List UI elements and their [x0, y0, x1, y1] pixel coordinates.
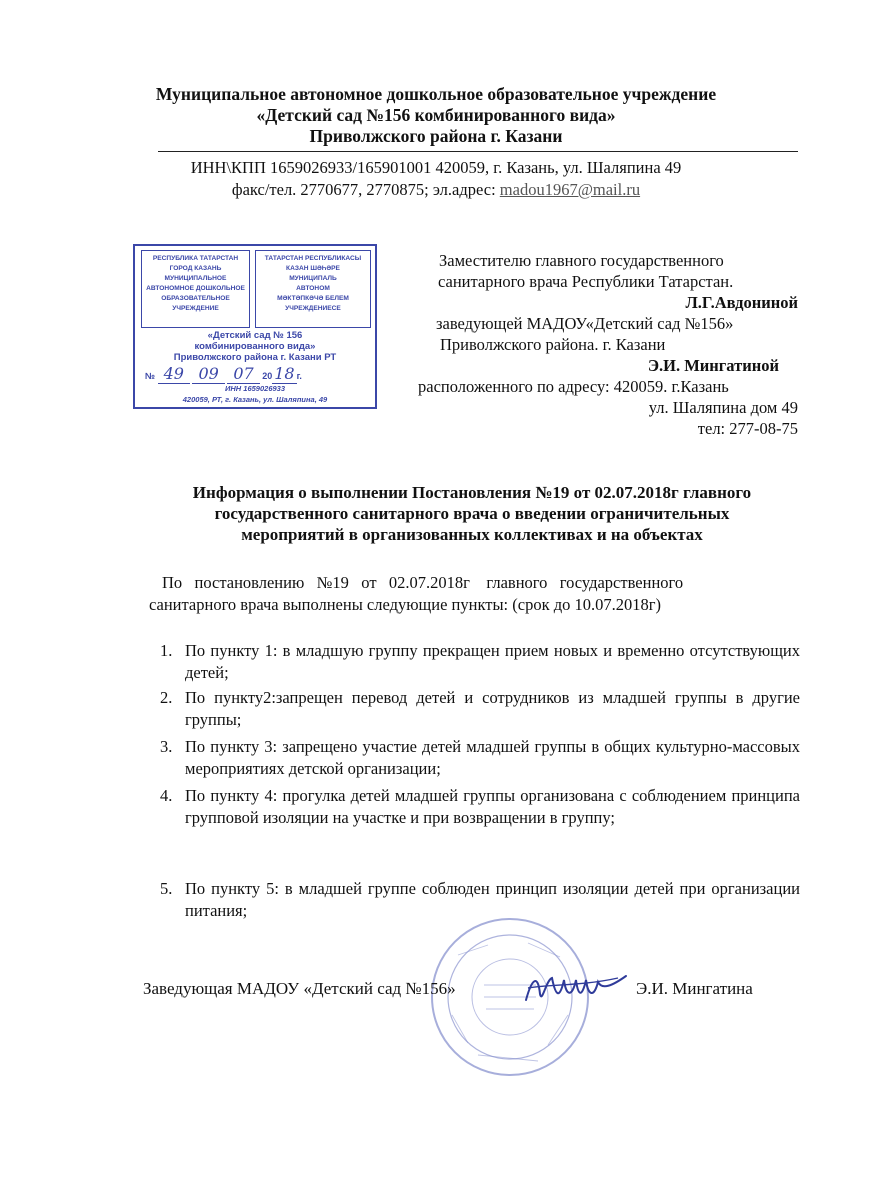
document-title-line3: мероприятий в организованных коллективах и на объектах	[241, 525, 703, 544]
list-item-number: 2.	[160, 688, 173, 707]
fax-line	[0, 179, 872, 200]
sender-phone: тел: 277-08-75	[697, 419, 798, 438]
stamp-name-line1: «Детский сад № 156	[207, 330, 303, 341]
date-day: 49	[158, 364, 190, 384]
list-item-text: По пункту2:запрещен перевод детей и сотрудников из младшей группы в другие группы;	[185, 688, 800, 729]
stamp-left-line: ГОРОД КАЗАНЬ	[169, 265, 222, 272]
signature-name: Э.И. Мингатина	[636, 979, 753, 998]
stamp-right-line: УЧРЕЖДЕНИЕСЕ	[285, 305, 341, 312]
list-item-number: 4.	[160, 786, 173, 805]
date-number: 07	[227, 364, 259, 384]
document-title-line2: государственного санитарного врача о введении ограничительных	[214, 504, 730, 523]
email-link[interactable]: madou1967@mail.ru	[499, 180, 641, 199]
list-item	[160, 736, 800, 779]
stamp-right-block	[255, 250, 371, 328]
year-prefix: 20	[262, 371, 273, 381]
date-month: 09	[192, 364, 224, 384]
org-name-line2: «Детский сад №156 комбинированного вида»	[256, 105, 616, 125]
addressee-line1: Заместителю главного государственного	[439, 251, 724, 270]
org-name-line3: Приволжского района г. Казани	[309, 126, 563, 146]
sender-street: ул. Шаляпина дом 49	[648, 398, 798, 417]
inn-line: ИНН\КПП 1659026933/165901001 420059, г. Казань, ул. Шаляпина 49	[190, 158, 682, 177]
intro-line2: санитарного врача выполнены следующие пункты: (срок до 10.07.2018г)	[149, 595, 661, 614]
list-item-text: По пункту 3: запрещено участие детей младшей группы в общих культурно-массовых мероприятиях детской организации;	[185, 737, 800, 778]
fax-text: факс/тел. 2770677, 2770875; эл.адрес:	[231, 180, 500, 199]
stamp-right-line: АВТОНОМ	[296, 285, 330, 292]
stamp-right-line: МӘКТӘПКӘЧӘ БЕЛЕМ	[277, 295, 349, 302]
header-divider	[158, 151, 798, 152]
sender-line1: заведующей МАДОУ«Детский сад №156»	[436, 314, 734, 333]
stamp-right-line: КАЗАН ШӘҺӘРЕ	[286, 265, 340, 272]
sender-address: расположенного по адресу: 420059. г.Казань	[418, 377, 729, 396]
stamp-left-block	[141, 250, 250, 328]
stamp-left-line: МУНИЦИПАЛЬНОЕ	[164, 275, 227, 282]
year-end: г.	[296, 371, 302, 381]
stamp-inn: ИНН 1659026933	[224, 384, 286, 393]
list-item	[160, 687, 800, 730]
list-item	[160, 640, 800, 683]
addressee-line2: санитарного врача Республики Татарстан.	[438, 272, 734, 291]
sender-line2: Приволжского района. г. Казани	[440, 335, 666, 354]
addressee-name: Л.Г.Авдониной	[685, 293, 798, 312]
stamp-name-line2: комбинированного вида»	[194, 341, 316, 352]
document-title-line1: Информация о выполнении Постановления №19 от 02.07.2018г главного	[192, 483, 752, 502]
stamp-address: 420059, РТ, г. Казань, ул. Шаляпина, 49	[182, 395, 328, 404]
stamp-left-line: АВТОНОМНОЕ ДОШКОЛЬНОЕ	[146, 285, 245, 292]
date-year: 18	[274, 364, 295, 383]
list-item-text: По пункту 4: прогулка детей младшей группы организована с соблюдением принципа групповой изоляции на участке и при возвращении в группу;	[185, 786, 800, 827]
list-item	[160, 785, 800, 828]
stamp-left-line: ОБРАЗОВАТЕЛЬНОЕ	[161, 295, 230, 302]
stamp-right-line: ТАТАРСТАН РЕСПУБЛИКАСЫ	[264, 255, 362, 262]
signature-position: Заведующая МАДОУ «Детский сад №156»	[143, 979, 456, 998]
date-number-sign: №	[145, 371, 156, 381]
stamp-left-line: РЕСПУБЛИКА ТАТАРСТАН	[152, 255, 239, 262]
list-item-number: 1.	[160, 641, 173, 660]
stamp-name-line3: Приволжского района г. Казани РТ	[173, 352, 337, 363]
stamp-date-line	[145, 364, 371, 384]
list-item-text: По пункту 5: в младшей группе соблюден принцип изоляции детей при организации питания;	[185, 879, 800, 920]
list-item-number: 3.	[160, 737, 173, 756]
official-stamp	[133, 244, 377, 409]
stamp-left-line: УЧРЕЖДЕНИЕ	[172, 305, 219, 312]
intro-line1: По постановлению №19 от 02.07.2018г главного государственного	[162, 573, 684, 592]
stamp-right-line: МУНИЦИПАЛЬ	[289, 275, 337, 282]
list-item-text: По пункту 1: в младшую группу прекращен прием новых и временно отсутствующих детей;	[185, 641, 800, 682]
list-item-number: 5.	[160, 879, 173, 898]
sender-name: Э.И. Мингатиной	[647, 356, 779, 375]
handwritten-signature	[522, 968, 630, 1008]
org-name-line1: Муниципальное автономное дошкольное образовательное учреждение	[155, 84, 717, 104]
